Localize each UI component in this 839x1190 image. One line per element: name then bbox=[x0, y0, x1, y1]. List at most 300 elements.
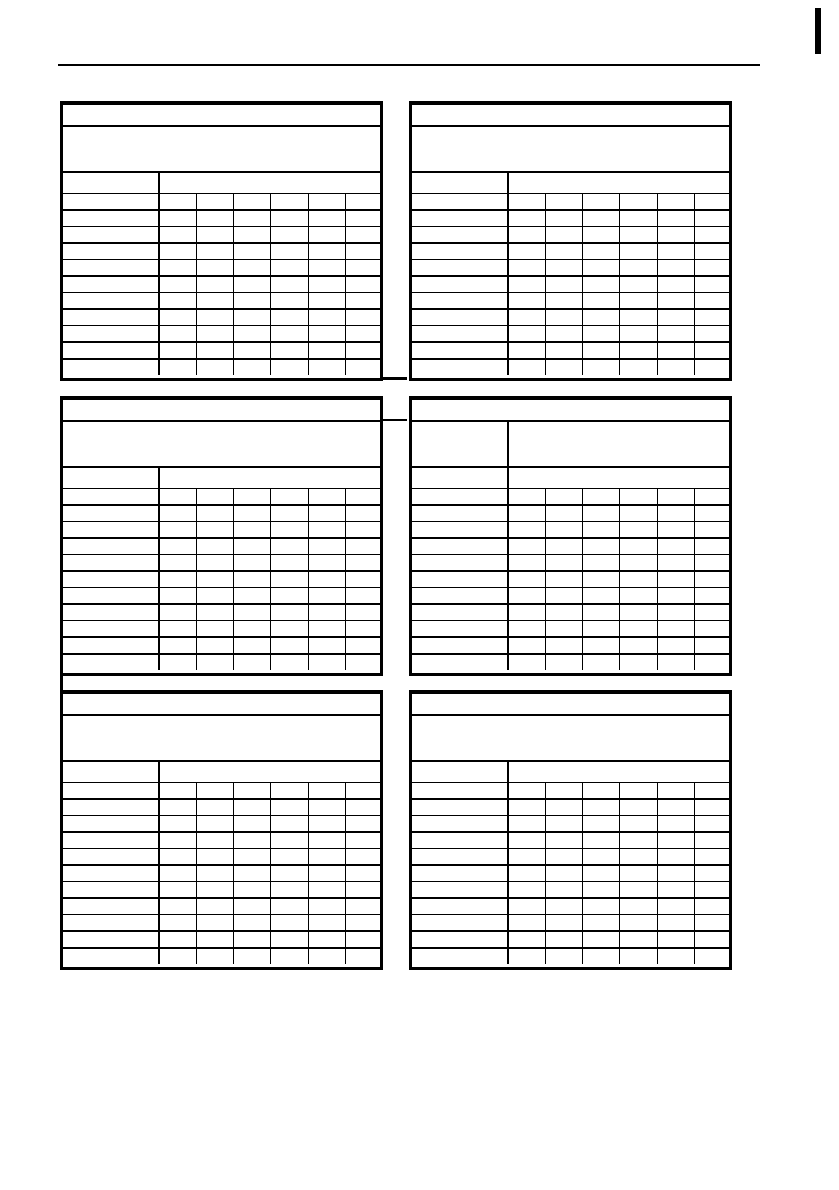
subheader-cell[interactable] bbox=[582, 489, 619, 506]
entry-cell[interactable] bbox=[508, 654, 545, 670]
entry-cell[interactable] bbox=[270, 588, 308, 605]
panel-description[interactable] bbox=[63, 421, 380, 467]
label-subheader-cell[interactable] bbox=[63, 783, 159, 800]
entry-cell[interactable] bbox=[545, 898, 582, 915]
entry-cell[interactable] bbox=[619, 538, 657, 555]
panel-title[interactable] bbox=[63, 400, 380, 422]
entry-cell[interactable] bbox=[694, 915, 729, 932]
subheader-cell[interactable] bbox=[159, 489, 196, 506]
subheader-cell[interactable] bbox=[345, 489, 380, 506]
entry-cell[interactable] bbox=[694, 654, 729, 670]
entry-cell[interactable] bbox=[657, 588, 694, 605]
entry-cell[interactable] bbox=[694, 522, 729, 539]
entry-cell[interactable] bbox=[694, 276, 729, 293]
group-column-header[interactable] bbox=[159, 467, 380, 489]
entry-cell[interactable] bbox=[233, 604, 270, 621]
panel-title[interactable] bbox=[63, 694, 380, 716]
entry-cell[interactable] bbox=[694, 359, 729, 375]
entry-cell[interactable] bbox=[345, 849, 380, 866]
entry-cell[interactable] bbox=[508, 359, 545, 375]
entry-cell[interactable] bbox=[582, 849, 619, 866]
subheader-cell[interactable] bbox=[619, 783, 657, 800]
entry-cell[interactable] bbox=[270, 865, 308, 882]
entry-cell[interactable] bbox=[582, 342, 619, 359]
entry-cell[interactable] bbox=[270, 538, 308, 555]
entry-cell[interactable] bbox=[545, 260, 582, 277]
entry-cell[interactable] bbox=[345, 571, 380, 588]
entry-cell[interactable] bbox=[694, 227, 729, 244]
entry-cell[interactable] bbox=[270, 637, 308, 654]
row-label-cell[interactable] bbox=[63, 915, 159, 932]
row-label-cell[interactable] bbox=[63, 621, 159, 638]
entry-cell[interactable] bbox=[159, 359, 196, 375]
entry-cell[interactable] bbox=[657, 882, 694, 899]
entry-cell[interactable] bbox=[270, 948, 308, 964]
row-label-cell[interactable] bbox=[63, 243, 159, 260]
entry-cell[interactable] bbox=[345, 915, 380, 932]
subheader-cell[interactable] bbox=[233, 194, 270, 211]
entry-cell[interactable] bbox=[619, 309, 657, 326]
entry-cell[interactable] bbox=[582, 637, 619, 654]
entry-cell[interactable] bbox=[233, 555, 270, 572]
entry-cell[interactable] bbox=[657, 326, 694, 343]
row-label-cell[interactable] bbox=[412, 243, 508, 260]
entry-cell[interactable] bbox=[233, 227, 270, 244]
entry-cell[interactable] bbox=[582, 882, 619, 899]
subheader-cell[interactable] bbox=[657, 783, 694, 800]
entry-cell[interactable] bbox=[657, 898, 694, 915]
entry-cell[interactable] bbox=[545, 276, 582, 293]
entry-cell[interactable] bbox=[196, 915, 233, 932]
entry-cell[interactable] bbox=[196, 293, 233, 310]
entry-cell[interactable] bbox=[694, 309, 729, 326]
entry-cell[interactable] bbox=[196, 276, 233, 293]
row-label-cell[interactable] bbox=[412, 505, 508, 522]
entry-cell[interactable] bbox=[619, 799, 657, 816]
entry-cell[interactable] bbox=[657, 210, 694, 227]
entry-cell[interactable] bbox=[196, 227, 233, 244]
entry-cell[interactable] bbox=[270, 931, 308, 948]
entry-cell[interactable] bbox=[233, 588, 270, 605]
entry-cell[interactable] bbox=[582, 243, 619, 260]
entry-cell[interactable] bbox=[694, 882, 729, 899]
entry-cell[interactable] bbox=[582, 948, 619, 964]
panel-description[interactable] bbox=[63, 126, 380, 172]
entry-cell[interactable] bbox=[233, 293, 270, 310]
row-label-cell[interactable] bbox=[63, 555, 159, 572]
entry-cell[interactable] bbox=[545, 326, 582, 343]
entry-cell[interactable] bbox=[694, 293, 729, 310]
entry-cell[interactable] bbox=[619, 359, 657, 375]
entry-cell[interactable] bbox=[345, 260, 380, 277]
row-label-cell[interactable] bbox=[63, 538, 159, 555]
entry-cell[interactable] bbox=[196, 555, 233, 572]
entry-cell[interactable] bbox=[308, 588, 345, 605]
entry-cell[interactable] bbox=[545, 621, 582, 638]
entry-cell[interactable] bbox=[619, 505, 657, 522]
entry-cell[interactable] bbox=[508, 948, 545, 964]
entry-cell[interactable] bbox=[345, 293, 380, 310]
row-label-cell[interactable] bbox=[63, 227, 159, 244]
subheader-cell[interactable] bbox=[508, 194, 545, 211]
entry-cell[interactable] bbox=[545, 293, 582, 310]
entry-cell[interactable] bbox=[270, 898, 308, 915]
entry-cell[interactable] bbox=[694, 260, 729, 277]
entry-cell[interactable] bbox=[159, 654, 196, 670]
panel-description[interactable] bbox=[63, 715, 380, 761]
subheader-cell[interactable] bbox=[270, 783, 308, 800]
entry-cell[interactable] bbox=[657, 799, 694, 816]
entry-cell[interactable] bbox=[545, 571, 582, 588]
entry-cell[interactable] bbox=[694, 637, 729, 654]
entry-cell[interactable] bbox=[345, 243, 380, 260]
entry-cell[interactable] bbox=[582, 359, 619, 375]
entry-cell[interactable] bbox=[159, 210, 196, 227]
entry-cell[interactable] bbox=[582, 309, 619, 326]
entry-cell[interactable] bbox=[657, 522, 694, 539]
entry-cell[interactable] bbox=[508, 604, 545, 621]
entry-cell[interactable] bbox=[582, 931, 619, 948]
subheader-cell[interactable] bbox=[545, 489, 582, 506]
entry-cell[interactable] bbox=[159, 505, 196, 522]
row-label-cell[interactable] bbox=[63, 816, 159, 833]
subheader-cell[interactable] bbox=[582, 194, 619, 211]
entry-cell[interactable] bbox=[657, 816, 694, 833]
entry-cell[interactable] bbox=[159, 816, 196, 833]
entry-cell[interactable] bbox=[308, 915, 345, 932]
entry-cell[interactable] bbox=[545, 588, 582, 605]
entry-cell[interactable] bbox=[657, 243, 694, 260]
entry-cell[interactable] bbox=[582, 865, 619, 882]
entry-cell[interactable] bbox=[308, 260, 345, 277]
entry-cell[interactable] bbox=[619, 276, 657, 293]
entry-cell[interactable] bbox=[694, 538, 729, 555]
entry-cell[interactable] bbox=[233, 309, 270, 326]
entry-cell[interactable] bbox=[582, 227, 619, 244]
entry-cell[interactable] bbox=[308, 948, 345, 964]
entry-cell[interactable] bbox=[582, 571, 619, 588]
entry-cell[interactable] bbox=[345, 276, 380, 293]
entry-cell[interactable] bbox=[270, 293, 308, 310]
entry-cell[interactable] bbox=[308, 637, 345, 654]
row-label-cell[interactable] bbox=[412, 276, 508, 293]
entry-cell[interactable] bbox=[270, 342, 308, 359]
entry-cell[interactable] bbox=[545, 342, 582, 359]
entry-cell[interactable] bbox=[159, 588, 196, 605]
entry-cell[interactable] bbox=[233, 359, 270, 375]
entry-cell[interactable] bbox=[657, 260, 694, 277]
row-label-cell[interactable] bbox=[412, 799, 508, 816]
entry-cell[interactable] bbox=[345, 799, 380, 816]
entry-cell[interactable] bbox=[270, 621, 308, 638]
entry-cell[interactable] bbox=[196, 898, 233, 915]
entry-cell[interactable] bbox=[619, 915, 657, 932]
entry-cell[interactable] bbox=[196, 571, 233, 588]
entry-cell[interactable] bbox=[308, 865, 345, 882]
entry-cell[interactable] bbox=[159, 898, 196, 915]
row-label-cell[interactable] bbox=[412, 538, 508, 555]
row-label-cell[interactable] bbox=[412, 522, 508, 539]
entry-cell[interactable] bbox=[270, 832, 308, 849]
entry-cell[interactable] bbox=[619, 588, 657, 605]
entry-cell[interactable] bbox=[619, 604, 657, 621]
row-label-cell[interactable] bbox=[63, 898, 159, 915]
subheader-cell[interactable] bbox=[545, 194, 582, 211]
entry-cell[interactable] bbox=[308, 538, 345, 555]
subheader-cell[interactable] bbox=[508, 489, 545, 506]
entry-cell[interactable] bbox=[345, 604, 380, 621]
entry-cell[interactable] bbox=[619, 227, 657, 244]
entry-cell[interactable] bbox=[508, 832, 545, 849]
row-label-cell[interactable] bbox=[412, 832, 508, 849]
entry-cell[interactable] bbox=[545, 948, 582, 964]
entry-cell[interactable] bbox=[694, 571, 729, 588]
entry-cell[interactable] bbox=[508, 637, 545, 654]
panel-description[interactable] bbox=[508, 421, 729, 467]
entry-cell[interactable] bbox=[308, 505, 345, 522]
entry-cell[interactable] bbox=[233, 654, 270, 670]
entry-cell[interactable] bbox=[345, 898, 380, 915]
row-label-cell[interactable] bbox=[412, 882, 508, 899]
entry-cell[interactable] bbox=[619, 260, 657, 277]
entry-cell[interactable] bbox=[619, 898, 657, 915]
entry-cell[interactable] bbox=[270, 326, 308, 343]
entry-cell[interactable] bbox=[657, 538, 694, 555]
entry-cell[interactable] bbox=[345, 637, 380, 654]
entry-cell[interactable] bbox=[582, 832, 619, 849]
entry-cell[interactable] bbox=[308, 816, 345, 833]
entry-cell[interactable] bbox=[619, 555, 657, 572]
entry-cell[interactable] bbox=[308, 621, 345, 638]
entry-cell[interactable] bbox=[308, 243, 345, 260]
row-label-cell[interactable] bbox=[63, 799, 159, 816]
row-label-cell[interactable] bbox=[63, 359, 159, 375]
entry-cell[interactable] bbox=[694, 865, 729, 882]
entry-cell[interactable] bbox=[159, 522, 196, 539]
entry-cell[interactable] bbox=[619, 621, 657, 638]
entry-cell[interactable] bbox=[694, 555, 729, 572]
panel-description[interactable] bbox=[412, 126, 729, 172]
entry-cell[interactable] bbox=[159, 882, 196, 899]
entry-cell[interactable] bbox=[582, 522, 619, 539]
subheader-cell[interactable] bbox=[345, 783, 380, 800]
entry-cell[interactable] bbox=[233, 621, 270, 638]
entry-cell[interactable] bbox=[619, 948, 657, 964]
entry-cell[interactable] bbox=[270, 816, 308, 833]
subheader-cell[interactable] bbox=[233, 489, 270, 506]
row-label-cell[interactable] bbox=[412, 621, 508, 638]
entry-cell[interactable] bbox=[508, 931, 545, 948]
subheader-cell[interactable] bbox=[270, 489, 308, 506]
entry-cell[interactable] bbox=[308, 276, 345, 293]
entry-cell[interactable] bbox=[233, 898, 270, 915]
entry-cell[interactable] bbox=[233, 882, 270, 899]
entry-cell[interactable] bbox=[308, 832, 345, 849]
entry-cell[interactable] bbox=[233, 865, 270, 882]
entry-cell[interactable] bbox=[345, 654, 380, 670]
entry-cell[interactable] bbox=[694, 342, 729, 359]
entry-cell[interactable] bbox=[657, 293, 694, 310]
entry-cell[interactable] bbox=[619, 293, 657, 310]
entry-cell[interactable] bbox=[345, 342, 380, 359]
entry-cell[interactable] bbox=[657, 359, 694, 375]
entry-cell[interactable] bbox=[233, 799, 270, 816]
entry-cell[interactable] bbox=[308, 604, 345, 621]
entry-cell[interactable] bbox=[619, 571, 657, 588]
row-label-cell[interactable] bbox=[63, 210, 159, 227]
entry-cell[interactable] bbox=[508, 915, 545, 932]
entry-cell[interactable] bbox=[270, 243, 308, 260]
entry-cell[interactable] bbox=[159, 931, 196, 948]
subheader-cell[interactable] bbox=[694, 783, 729, 800]
entry-cell[interactable] bbox=[233, 243, 270, 260]
entry-cell[interactable] bbox=[196, 260, 233, 277]
entry-cell[interactable] bbox=[619, 865, 657, 882]
entry-cell[interactable] bbox=[619, 637, 657, 654]
entry-cell[interactable] bbox=[508, 882, 545, 899]
entry-cell[interactable] bbox=[545, 522, 582, 539]
row-label-cell[interactable] bbox=[412, 915, 508, 932]
group-column-header[interactable] bbox=[508, 467, 729, 489]
entry-cell[interactable] bbox=[308, 555, 345, 572]
entry-cell[interactable] bbox=[545, 931, 582, 948]
entry-cell[interactable] bbox=[582, 654, 619, 670]
entry-cell[interactable] bbox=[582, 816, 619, 833]
row-label-cell[interactable] bbox=[412, 571, 508, 588]
entry-cell[interactable] bbox=[619, 210, 657, 227]
group-column-header[interactable] bbox=[508, 172, 729, 194]
entry-cell[interactable] bbox=[196, 342, 233, 359]
entry-cell[interactable] bbox=[508, 588, 545, 605]
entry-cell[interactable] bbox=[508, 865, 545, 882]
entry-cell[interactable] bbox=[270, 227, 308, 244]
row-label-cell[interactable] bbox=[63, 604, 159, 621]
entry-cell[interactable] bbox=[694, 243, 729, 260]
entry-cell[interactable] bbox=[657, 555, 694, 572]
entry-cell[interactable] bbox=[619, 654, 657, 670]
row-label-cell[interactable] bbox=[63, 654, 159, 670]
panel-title[interactable] bbox=[412, 105, 729, 127]
entry-cell[interactable] bbox=[508, 309, 545, 326]
entry-cell[interactable] bbox=[270, 522, 308, 539]
entry-cell[interactable] bbox=[196, 243, 233, 260]
entry-cell[interactable] bbox=[582, 538, 619, 555]
entry-cell[interactable] bbox=[159, 293, 196, 310]
entry-cell[interactable] bbox=[582, 915, 619, 932]
entry-cell[interactable] bbox=[582, 555, 619, 572]
row-label-cell[interactable] bbox=[63, 931, 159, 948]
entry-cell[interactable] bbox=[619, 342, 657, 359]
entry-cell[interactable] bbox=[196, 210, 233, 227]
row-label-cell[interactable] bbox=[63, 832, 159, 849]
row-label-cell[interactable] bbox=[412, 326, 508, 343]
entry-cell[interactable] bbox=[508, 293, 545, 310]
entry-cell[interactable] bbox=[270, 505, 308, 522]
entry-cell[interactable] bbox=[196, 588, 233, 605]
row-label-cell[interactable] bbox=[63, 309, 159, 326]
entry-cell[interactable] bbox=[545, 654, 582, 670]
entry-cell[interactable] bbox=[159, 260, 196, 277]
row-label-cell[interactable] bbox=[412, 293, 508, 310]
entry-cell[interactable] bbox=[308, 522, 345, 539]
row-label-cell[interactable] bbox=[63, 849, 159, 866]
label-column-header[interactable] bbox=[412, 172, 508, 194]
subheader-cell[interactable] bbox=[694, 194, 729, 211]
entry-cell[interactable] bbox=[582, 799, 619, 816]
entry-cell[interactable] bbox=[233, 276, 270, 293]
entry-cell[interactable] bbox=[545, 816, 582, 833]
subheader-cell[interactable] bbox=[270, 194, 308, 211]
entry-cell[interactable] bbox=[657, 505, 694, 522]
entry-cell[interactable] bbox=[345, 832, 380, 849]
entry-cell[interactable] bbox=[345, 309, 380, 326]
entry-cell[interactable] bbox=[196, 799, 233, 816]
entry-cell[interactable] bbox=[657, 621, 694, 638]
entry-cell[interactable] bbox=[657, 309, 694, 326]
entry-cell[interactable] bbox=[196, 309, 233, 326]
entry-cell[interactable] bbox=[545, 637, 582, 654]
subheader-cell[interactable] bbox=[508, 783, 545, 800]
entry-cell[interactable] bbox=[508, 227, 545, 244]
entry-cell[interactable] bbox=[270, 604, 308, 621]
entry-cell[interactable] bbox=[657, 276, 694, 293]
entry-cell[interactable] bbox=[308, 227, 345, 244]
label-column-header[interactable] bbox=[412, 467, 508, 489]
entry-cell[interactable] bbox=[345, 538, 380, 555]
entry-cell[interactable] bbox=[196, 865, 233, 882]
entry-cell[interactable] bbox=[233, 832, 270, 849]
entry-cell[interactable] bbox=[270, 260, 308, 277]
entry-cell[interactable] bbox=[233, 538, 270, 555]
entry-cell[interactable] bbox=[233, 637, 270, 654]
entry-cell[interactable] bbox=[270, 555, 308, 572]
row-label-cell[interactable] bbox=[63, 326, 159, 343]
entry-cell[interactable] bbox=[694, 799, 729, 816]
entry-cell[interactable] bbox=[545, 227, 582, 244]
group-column-header[interactable] bbox=[159, 172, 380, 194]
entry-cell[interactable] bbox=[159, 243, 196, 260]
entry-cell[interactable] bbox=[582, 210, 619, 227]
entry-cell[interactable] bbox=[233, 849, 270, 866]
entry-cell[interactable] bbox=[196, 621, 233, 638]
entry-cell[interactable] bbox=[159, 309, 196, 326]
row-label-cell[interactable] bbox=[63, 637, 159, 654]
row-label-cell[interactable] bbox=[412, 588, 508, 605]
entry-cell[interactable] bbox=[508, 342, 545, 359]
entry-cell[interactable] bbox=[159, 915, 196, 932]
label-subheader-cell[interactable] bbox=[63, 489, 159, 506]
entry-cell[interactable] bbox=[657, 948, 694, 964]
row-label-cell[interactable] bbox=[412, 227, 508, 244]
subheader-cell[interactable] bbox=[196, 194, 233, 211]
entry-cell[interactable] bbox=[270, 571, 308, 588]
entry-cell[interactable] bbox=[545, 210, 582, 227]
entry-cell[interactable] bbox=[582, 260, 619, 277]
entry-cell[interactable] bbox=[345, 865, 380, 882]
entry-cell[interactable] bbox=[308, 571, 345, 588]
entry-cell[interactable] bbox=[657, 849, 694, 866]
entry-cell[interactable] bbox=[694, 948, 729, 964]
entry-cell[interactable] bbox=[508, 522, 545, 539]
entry-cell[interactable] bbox=[159, 342, 196, 359]
panel-title[interactable] bbox=[412, 694, 729, 716]
entry-cell[interactable] bbox=[508, 276, 545, 293]
entry-cell[interactable] bbox=[694, 505, 729, 522]
row-label-cell[interactable] bbox=[412, 342, 508, 359]
entry-cell[interactable] bbox=[508, 210, 545, 227]
row-label-cell[interactable] bbox=[63, 276, 159, 293]
entry-cell[interactable] bbox=[545, 359, 582, 375]
